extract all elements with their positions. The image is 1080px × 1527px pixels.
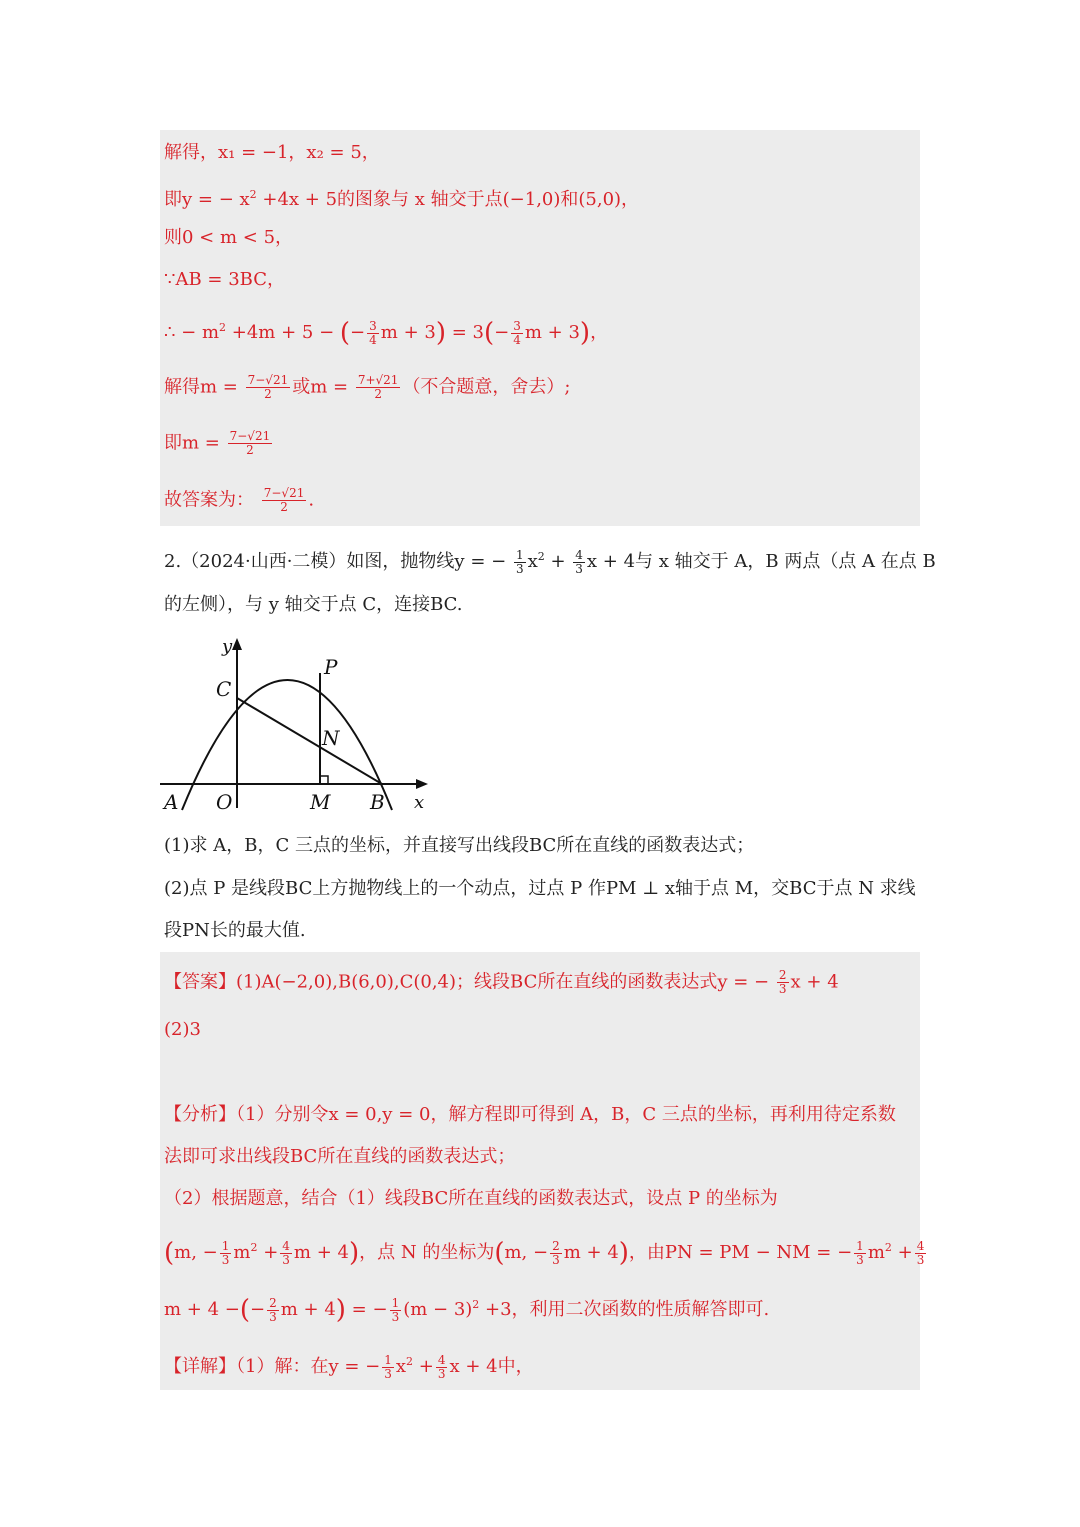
label-y: y xyxy=(222,636,233,657)
answer-box xyxy=(160,952,920,1390)
solution-line-6: 解得m = $\frac{7-√21}{2}$ 或m = $\frac{7+√21}{2}$ （不合题意，舍去）; xyxy=(164,373,571,401)
analysis-line-1: 【分析】（1）分别令x = 0,y = 0，解方程即可得到 A，B，C 三点的坐标，再利用待定系数 xyxy=(164,1104,896,1125)
detail-line-1: 【详解】（1）解：在y = − $\frac{1}{3}$ $x^2$ + $\frac{4}{3}$ x + 4中， xyxy=(164,1352,534,1381)
label-m: M xyxy=(310,790,331,814)
analysis-line-3: （2）根据题意，结合（1）线段BC所在直线的函数表达式，设点 P 的坐标为 xyxy=(164,1188,778,1209)
solution-line-8: 故答案为： $\frac{7-√21}{2}$ . xyxy=(164,486,315,514)
y-axis-arrow xyxy=(232,638,242,650)
solution-line-3: 则0 < m < 5， xyxy=(164,227,294,248)
label-p: P xyxy=(324,655,338,679)
label-b: B xyxy=(370,790,385,814)
right-angle-mark xyxy=(320,776,328,784)
answer-line-2: (2)3 xyxy=(164,1019,201,1040)
solution-line-7: 即m = $\frac{7-√21}{2}$ xyxy=(164,429,271,457)
question-line-1: 2.（2024·山西·二模）如图，抛物线y = − $\frac{1}{3}$ $x^2$ + $\frac{4}{3}$ x + 4与 x 轴交于 A，B 两点（点 A 在点 B xyxy=(164,547,936,576)
question-line-2: 的左侧），与 y 轴交于点 C，连接BC. xyxy=(164,594,463,615)
analysis-line-4: (m, − $\frac{1}{3}$ $m^2$ + $\frac{4}{3}$ m + 4)，点 N 的坐标为(m, − $\frac{2}{3}$ m + 4)，由PN = PM − NM = − $\frac{1}{3}$ $m^2$ + $\frac{4}{3}$ xyxy=(164,1238,925,1268)
label-c: C xyxy=(216,677,232,701)
label-o: O xyxy=(216,790,233,814)
solution-line-5: ∴ − $m^2 +4m + 5$ − (− $\frac{3}{4}$ m + 3) = 3(− $\frac{3}{4}$ m + 3)， xyxy=(164,318,609,348)
analysis-line-2: 法即可求出线段BC所在直线的函数表达式； xyxy=(164,1146,516,1167)
x-axis-arrow xyxy=(416,779,428,789)
analysis-line-5: m + 4 −(− $\frac{2}{3}$ m + 4) = − $\frac{1}{3}$ $(m - 3)^2 +3$，利用二次函数的性质解答即可. xyxy=(164,1295,770,1325)
solution-line-2: 即y = − $x^2 +4x + 5$的图象与 x 轴交于点(−1,0)和(5,0)， xyxy=(164,188,640,210)
parabola-curve xyxy=(182,680,392,810)
label-x: x xyxy=(414,792,425,813)
part-2-text: (2)点 P 是线段BC上方抛物线上的一个动点，过点 P 作PM ⊥ x轴于点 M，交BC于点 N 求线 xyxy=(164,878,916,899)
part-2-text-cont: 段PN长的最大值. xyxy=(164,920,306,941)
label-a: A xyxy=(164,790,179,814)
solution-line-4: ∵AB = 3BC， xyxy=(164,269,285,290)
parabola-figure xyxy=(160,630,440,820)
part-1-text: (1)求 A，B，C 三点的坐标，并直接写出线段BC所在直线的函数表达式； xyxy=(164,835,755,856)
label-n: N xyxy=(322,726,340,750)
solution-line-1: 解得，x₁ = −1，x₂ = 5， xyxy=(164,142,380,163)
answer-line-1: 【答案】(1)A(−2,0),B(6,0),C(0,4)；线段BC所在直线的函数表达式y = − $\frac{2}{3}$ x + 4 xyxy=(164,968,839,996)
